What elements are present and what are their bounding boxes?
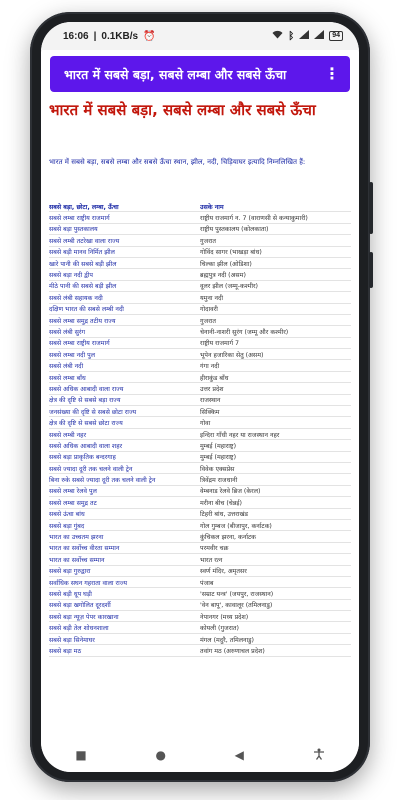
accessibility-icon[interactable]	[313, 748, 325, 763]
row-name: कुंचिकल झरना, कर्नाटक	[200, 531, 351, 542]
row-name: वेम्बनाड रेलवे ब्रिज (केरल)	[200, 485, 351, 496]
row-name: ब्रह्मपुत्र नदी (असम)	[200, 269, 351, 280]
row-name: 'सम्राट यन्त्र' (जयपुर, राजस्थान)	[200, 588, 351, 599]
row-name: राजस्थान	[200, 394, 351, 405]
app-bar	[50, 56, 350, 92]
table-row	[49, 337, 351, 348]
table-row	[49, 462, 351, 473]
table-row	[49, 223, 351, 234]
row-category: सबसे लम्बा राष्ट्रीय राजमार्ग	[49, 337, 200, 348]
row-category: सबसे बड़ा न्यूज़ पेपर कारखाना	[49, 611, 200, 622]
table-row	[49, 611, 351, 622]
row-category: सबसे लम्बा बाँध	[49, 371, 200, 382]
table-header-row	[49, 201, 351, 212]
table-row	[49, 485, 351, 496]
row-category: सबसे अधिक आबादी वाला राज्य	[49, 383, 200, 394]
row-category: सबसे लम्बा नदी पुल	[49, 349, 200, 360]
app-bar-title: भारत में सबसे बड़ा, सबसे लम्बा और सबसे ऊँचा	[64, 66, 287, 82]
row-name: भारत रत्न	[200, 554, 351, 565]
status-bar	[41, 22, 359, 50]
row-name: स्वर्ण मंदिर, अमृतसर	[200, 565, 351, 576]
table-row	[49, 326, 351, 337]
row-category: सबसे लम्बा रेलवे पुल	[49, 485, 200, 496]
table-row	[49, 588, 351, 599]
table-row	[49, 440, 351, 451]
row-name: भूपेन हजारिका सेतु (असम)	[200, 349, 351, 360]
row-category: सबसे लंबी सुरंग	[49, 326, 200, 337]
table-row	[49, 542, 351, 553]
row-name: गुजरात	[200, 235, 351, 246]
row-name: गुजरात	[200, 314, 351, 325]
table-row	[49, 599, 351, 610]
row-category: सबसे लम्बा समुद्र तट	[49, 497, 200, 508]
table-row	[49, 406, 351, 417]
row-name: त्रिवेंद्रम राजधानी	[200, 474, 351, 485]
table-row	[49, 371, 351, 382]
row-name: मुम्बई (महाराष्ट्र)	[200, 451, 351, 462]
power-button	[369, 252, 373, 288]
table-row	[49, 383, 351, 394]
table-row	[49, 314, 351, 325]
row-name: टिहरी बांध, उत्तराखंड	[200, 508, 351, 519]
table-row	[49, 497, 351, 508]
row-name: इन्दिरा गाँधी नहर या राजस्थान नहर	[200, 428, 351, 439]
table-row	[49, 292, 351, 303]
table-row	[49, 269, 351, 280]
table-row	[49, 360, 351, 371]
table-row	[49, 212, 351, 223]
row-category: सबसे बड़ा खगोलित दूरदर्शी	[49, 599, 200, 610]
row-category: सबसे अधिक आबादी वाला शहर	[49, 440, 200, 451]
column-header-category: सबसे बड़ा, छोटा, लम्बा, ऊँचा	[49, 201, 200, 212]
column-header-name: उसके नाम	[200, 201, 351, 212]
table-row	[49, 576, 351, 587]
row-name: मंगल (मदुरै, तमिलनाडु)	[200, 633, 351, 644]
status-speed: 0.1KB/s	[101, 30, 139, 42]
table-row	[49, 246, 351, 257]
row-category: सबसे लंबी नदी	[49, 360, 200, 371]
row-name: पंजाब	[200, 576, 351, 587]
row-category: सबसे लम्बी नहर	[49, 428, 200, 439]
table-row	[49, 349, 351, 360]
row-name: वूलर झील (जम्मू-कश्मीर)	[200, 280, 351, 291]
bluetooth-icon: ᛒ	[288, 30, 295, 42]
table-row	[49, 531, 351, 542]
table-row	[49, 633, 351, 644]
table-row	[49, 394, 351, 405]
more-vert-icon[interactable]: ⋮	[324, 64, 340, 83]
status-time: 16:06	[63, 30, 89, 42]
row-category: खारे पानी की सबसे बड़ी झील	[49, 257, 200, 268]
row-category: दक्षिण भारत की सबसे लम्बी नदी	[49, 303, 200, 314]
row-name: गंगा नदी	[200, 360, 351, 371]
row-name: विवेक एक्सप्रेस	[200, 462, 351, 473]
signal-icon-2	[314, 30, 324, 42]
row-category: बिना रुके सबसे ज्यादा दूरी तक चलने वाली ट्रेन	[49, 474, 200, 485]
row-name: राष्ट्रीय राजमार्ग न. 7 (वाराणसी से कन्याकुमारी)	[200, 212, 351, 223]
table-row	[49, 508, 351, 519]
row-category: भारत का सर्वोच्च वीरता सम्मान	[49, 542, 200, 553]
row-name: मुम्बई (महाराष्ट्र)	[200, 440, 351, 451]
row-name: नेपानगर (मध्य प्रदेश)	[200, 611, 351, 622]
intro-text: भारत में सबसे बड़ा, सबसे लम्बा और सबसे ऊँचा स्थान, झील, नदी, चिड़ियाघर इत्यादि निम्नलिखित हैं:	[49, 158, 306, 166]
row-category: जनसंख्या की दृष्टि से सबसे छोटा राज्य	[49, 406, 200, 417]
table-row	[49, 565, 351, 576]
table-row	[49, 645, 351, 656]
table-row	[49, 257, 351, 268]
row-name: तवांग मठ (अरुणाचल प्रदेश)	[200, 645, 351, 656]
row-name: गोल गुम्बज (बीजापुर, कर्नाटक)	[200, 519, 351, 530]
row-category: भारत का उच्चतम झरना	[49, 531, 200, 542]
table-row	[49, 474, 351, 485]
row-category: मीठे पानी की सबसे बड़ी झील	[49, 280, 200, 291]
row-category: सबसे बड़ी धूप घड़ी	[49, 588, 200, 599]
facts-table	[49, 201, 351, 657]
row-name: सिक्किम	[200, 406, 351, 417]
screen	[41, 22, 359, 772]
row-category: सबसे बड़ा नदी द्वीप	[49, 269, 200, 280]
row-category: सबसे लंबी सहायक नदी	[49, 292, 200, 303]
row-category: क्षेत्र की दृष्टि से सबसे छोटा राज्य	[49, 417, 200, 428]
row-category: सबसे लम्बा राष्ट्रीय राजमार्ग	[49, 212, 200, 223]
row-name: कोयली (गुजरात)	[200, 622, 351, 633]
status-sep: |	[93, 30, 97, 42]
row-category: सबसे बड़ा गुरुद्वारा	[49, 565, 200, 576]
row-name: गोविंद सागर (भाखड़ा बांध)	[200, 246, 351, 257]
row-category: सबसे बड़ी तेल शोधनशाला	[49, 622, 200, 633]
row-category: सबसे बड़ा पुस्तकालय	[49, 223, 200, 234]
back-button[interactable]: ◀	[234, 748, 244, 762]
row-name: यमुना नदी	[200, 292, 351, 303]
row-category: सबसे बड़ा मठ	[49, 645, 200, 656]
row-category: भारत का सर्वोच्च सम्मान	[49, 554, 200, 565]
table-row	[49, 235, 351, 246]
table-row	[49, 622, 351, 633]
row-category: सबसे बड़ा प्राकृतिक बन्दरगाह	[49, 451, 200, 462]
row-name: परमवीर चक्र	[200, 542, 351, 553]
row-name: 'वेन बापू', कावालूर (तमिलनाडु)	[200, 599, 351, 610]
signal-icon	[299, 30, 309, 42]
home-button[interactable]: ●	[155, 748, 166, 762]
table-row	[49, 519, 351, 530]
row-category: सबसे बड़ा सिनेमाघर	[49, 633, 200, 644]
row-category: क्षेत्र की दृष्टि से सबसे बड़ा राज्य	[49, 394, 200, 405]
table-row	[49, 280, 351, 291]
row-category: सबसे ऊंचा बांध	[49, 508, 200, 519]
table-row	[49, 554, 351, 565]
volume-button	[369, 182, 373, 234]
page-title: भारत में सबसे बड़ा, सबसे लम्बा और सबसे ऊँचा	[49, 101, 316, 119]
navigation-bar	[41, 738, 359, 772]
table-row	[49, 417, 351, 428]
table-row	[49, 428, 351, 439]
article-content[interactable]	[41, 92, 359, 657]
battery-icon: 94	[329, 31, 343, 41]
row-name: हीराकुंड बाँध	[200, 371, 351, 382]
alarm-icon: ⏰	[143, 30, 156, 42]
recents-button[interactable]: ■	[75, 748, 87, 762]
table-row	[49, 303, 351, 314]
row-name: चेनानी-नाशरी सुरंग (जम्मू और कश्मीर)	[200, 326, 351, 337]
row-name: राष्ट्रीय पुस्तकालय (कोलकाता)	[200, 223, 351, 234]
table-row	[49, 451, 351, 462]
row-name: चिल्का झील (ओडिशा)	[200, 257, 351, 268]
row-name: गोवा	[200, 417, 351, 428]
row-category: सर्वाधिक सघन गहराता वाला राज्य	[49, 576, 200, 587]
wifi-icon	[272, 30, 283, 42]
row-category: सबसे बड़ा गुंबद	[49, 519, 200, 530]
row-name: गोदावरी	[200, 303, 351, 314]
row-category: सबसे लम्बा समुद्र तटीय राज्य	[49, 314, 200, 325]
row-category: सबसे बड़ी मानव निर्मित झील	[49, 246, 200, 257]
row-category: सबसे लम्बी तटरेखा वाला राज्य	[49, 235, 200, 246]
row-name: मरीना बीच (चेन्नई)	[200, 497, 351, 508]
row-category: सबसे ज्यादा दूरी तक चलने वाली ट्रेन	[49, 462, 200, 473]
row-name: राष्ट्रीय राजमार्ग 7	[200, 337, 351, 348]
row-name: उत्तर प्रदेश	[200, 383, 351, 394]
phone-frame	[30, 12, 370, 782]
